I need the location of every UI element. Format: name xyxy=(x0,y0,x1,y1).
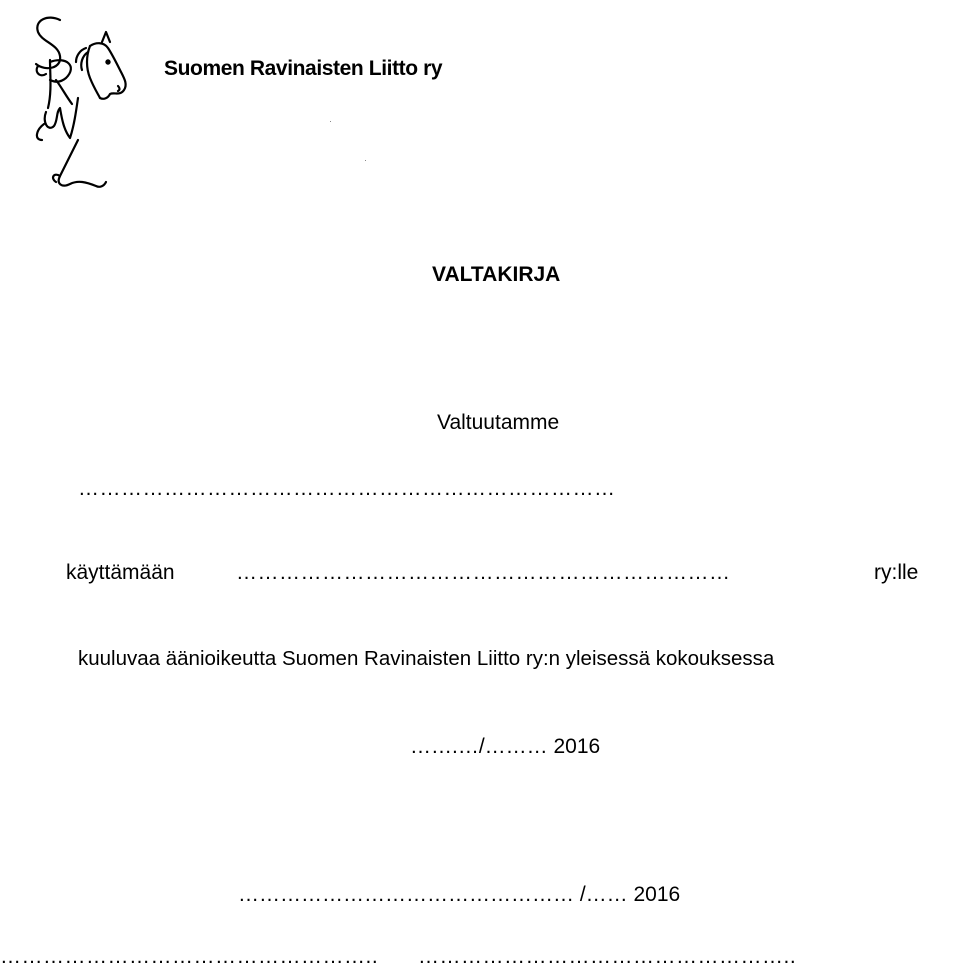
intro-text: Valtuutamme xyxy=(437,411,560,434)
signature-line-right: …………………………………………….. xyxy=(418,945,797,968)
signature-row xyxy=(0,944,960,968)
srl-horse-monogram-icon xyxy=(20,12,140,197)
usage-row xyxy=(66,560,956,586)
name-fill-line: ………………………………………………………………… xyxy=(78,477,616,500)
signing-place-date-line: ………………………………………… /…… 2016 xyxy=(238,883,681,906)
association-fill-line: …………………………………………………………… xyxy=(236,561,731,584)
organization-name: Suomen Ravinaisten Liitto ry xyxy=(164,57,443,80)
statement-text: kuuluvaa äänioikeutta Suomen Ravinaisten Liitto ry:n yleisessä kokouksessa xyxy=(78,647,775,670)
usage-prefix: käyttämään xyxy=(66,561,175,584)
scan-speck xyxy=(330,121,331,122)
scan-speck xyxy=(365,160,366,161)
usage-suffix: ry:lle xyxy=(874,561,919,584)
meeting-date-line: …….…/……… 2016 xyxy=(410,735,601,758)
document-title: VALTAKIRJA xyxy=(432,263,561,286)
signature-line-left: …………………………………………….. xyxy=(0,945,379,968)
